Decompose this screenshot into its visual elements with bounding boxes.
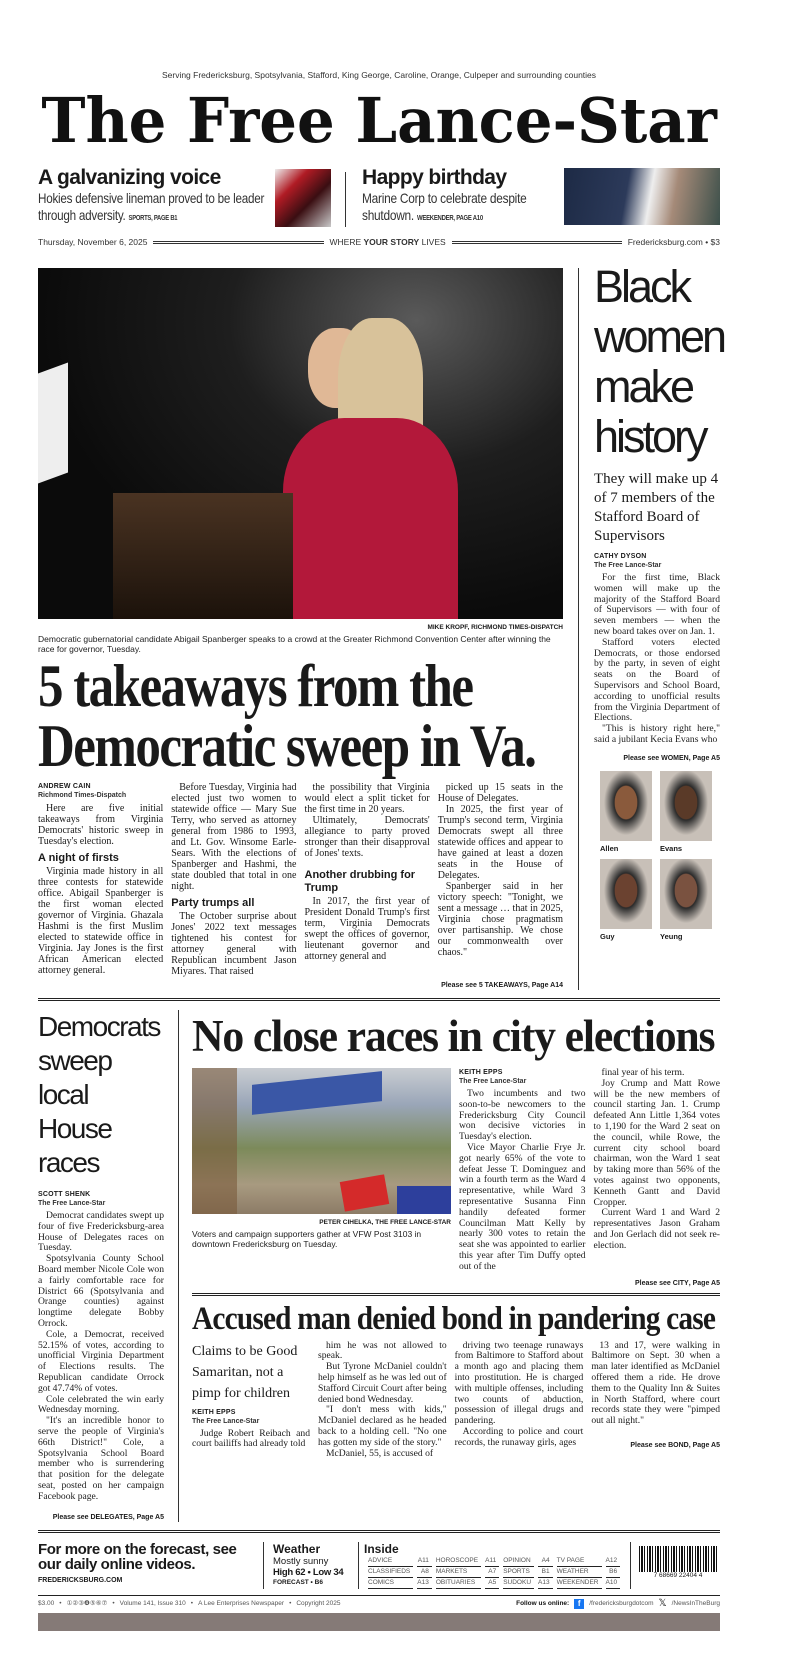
photo-sign xyxy=(340,1174,390,1211)
byline-org: The Free Lance-Star xyxy=(192,1417,260,1425)
delegates-headline[interactable]: Democrats sweep local House races xyxy=(38,1011,160,1178)
photo-caption: Voters and campaign supporters gather at VFW Post 3103 in downtown Fredericksburg on Tuesday. xyxy=(192,1229,422,1249)
teaser-weekender[interactable] xyxy=(362,166,557,227)
footer-bar: $3.00 • ①②③❹⑤⑥⑦ • Volume 141, Issue 310 • A Lee Enterprises Newspaper • Copyright 2025 Follow us online: f /fredericksburgdotcom 𝕏 /NewsInTheBurg xyxy=(38,1597,720,1609)
city-row xyxy=(192,1068,720,1273)
subhead: Another drubbing for Trump xyxy=(304,869,416,894)
paragraph: Cole, a Democrat, received 52.15% of votes, according to unofficial Virginia Department of Elections results. The Republican candidate Orrock got 47.74% of votes. xyxy=(38,1328,164,1394)
portrait-allen xyxy=(600,771,652,853)
byline-org: The Free Lance-Star xyxy=(594,562,662,569)
byline: KEITH EPPS xyxy=(192,1408,236,1416)
paragraph: picked up 15 seats in the House of Delegates. xyxy=(437,782,563,804)
article-col xyxy=(38,803,163,847)
masthead-wrap xyxy=(38,84,720,160)
city-headline-wrap xyxy=(192,1010,720,1064)
paragraph: Judge Robert Reibach and court bailiffs had already told xyxy=(192,1427,310,1450)
footer-band xyxy=(38,1613,720,1631)
bond-deck: Claims to be Good Samaritan, not a pimp for children xyxy=(192,1343,298,1401)
teaser-row xyxy=(38,166,720,227)
byline-org: The Free Lance-Star xyxy=(459,1078,527,1085)
portrait-name: Yeung xyxy=(660,931,683,941)
paragraph: The October surprise about Jones' 2022 text messages tightened his contest for attorney general with Republican incumbent Jason Miyares. That raised xyxy=(171,911,297,977)
rule xyxy=(153,241,323,244)
lead-column xyxy=(38,268,563,990)
byline: KEITH EPPS xyxy=(459,1069,503,1076)
photo-credit: MIKE KROPF, RICHMOND TIMES-DISPATCH xyxy=(427,624,563,631)
lead-headline[interactable]: 5 takeaways from the Democratic sweep in Va. xyxy=(38,653,536,779)
portrait-photo xyxy=(600,771,652,841)
index-page[interactable]: A13 xyxy=(417,1578,432,1589)
portrait-photo xyxy=(660,859,712,929)
weather-temps: High 62 • Low 34 xyxy=(273,1566,344,1578)
football-helmet-photo xyxy=(275,169,331,227)
byline-org: Richmond Times-Dispatch xyxy=(38,792,127,799)
portrait-guy xyxy=(600,859,652,941)
jump-link-takeaways[interactable]: Please see 5 TAKEAWAYS, Page A14 xyxy=(441,982,563,989)
teaser-headline: Happy birthday xyxy=(362,166,507,189)
index-section[interactable]: COMICS xyxy=(368,1578,413,1589)
women-deck: They will make up 4 of 7 members of the Stafford Board of Supervisors xyxy=(594,471,719,544)
paragraph: Ultimately, Democrats' allegiance to party proved stronger than their disapproval of Jones' texts. xyxy=(304,815,430,859)
article-col xyxy=(305,896,430,962)
paragraph: 13 and 17, were walking in Baltimore on Sept. 30 when a man later identified as McDaniel offered them a ride. He drove them to the Quality Inn & Suites in North Stafford, where court records state they were "pimped out all night." xyxy=(591,1339,720,1427)
column-rule xyxy=(358,1542,359,1589)
cover-price: $3.00 xyxy=(38,1600,55,1608)
index-section[interactable]: TV PAGE xyxy=(557,1556,602,1567)
article-col xyxy=(38,866,163,976)
teaser-ref: SPORTS, PAGE B1 xyxy=(128,215,178,222)
paragraph: For the first time, Black women will make up the majority of the Stafford Board of Supervisors — with four of seven members — when the new board takes over on Jan. 1. xyxy=(594,572,720,637)
city-bond-column xyxy=(192,1010,720,1522)
byline-org: The Free Lance-Star xyxy=(38,1200,106,1207)
masthead-tagline: Serving Fredericksburg, Spotsylvania, Stafford, King George, Caroline, Orange, Culpeper and surrounding counties xyxy=(161,70,597,80)
article-col xyxy=(594,573,720,746)
city-headline[interactable]: No close races in city elections xyxy=(192,1011,715,1061)
inside-title: Inside xyxy=(364,1541,399,1556)
paragraph: "I don't mess with kids," McDaniel declared as he headed back to a holding cell. "No one has gotten my side of the story." xyxy=(318,1404,447,1448)
teaser-divider xyxy=(345,172,346,227)
masthead-logo: The Free Lance-Star xyxy=(41,84,717,157)
index-page[interactable]: A5 xyxy=(485,1578,499,1589)
jump-link-bond[interactable]: Please see BOND, Page A5 xyxy=(630,1441,720,1449)
paragraph: Vice Mayor Charlie Frye Jr. got nearly 65% of the vote to defeat Jesse T. Dominguez and win a fourth term as the Ward 4 representative, while Ward 3 representative Susanna Finn handily defeated former Councilman Matt Kelly by nearly 300 votes to retain the seat she was appointed to earlier this year after Tim Duffy opted out of the xyxy=(459,1141,586,1272)
paragraph: Before Tuesday, Virginia had elected just two women to statewide office — Mary Sue Terry, who served as attorney general from 1986 to 1993, and Lt. Gov. Winsome Earle-Sears. With the elections of Spanberger and Hashmi, the state doubled that total in one night. xyxy=(171,782,297,892)
publisher: A Lee Enterprises Newspaper xyxy=(198,1600,285,1608)
photo-jacket xyxy=(283,418,458,619)
slogan-bold: YOUR STORY xyxy=(363,237,420,247)
photo-podium xyxy=(113,493,293,619)
city-article xyxy=(459,1068,720,1273)
jump-link-delegates[interactable]: Please see DELEGATES, Page A5 xyxy=(52,1513,164,1521)
issue-date: Thursday, November 6, 2025 xyxy=(38,237,148,247)
barcode xyxy=(639,1542,717,1589)
women-article xyxy=(594,552,720,746)
photo-credit: PETER CIHELKA, THE FREE LANCE-STAR xyxy=(319,1219,451,1226)
teaser-text: Hokies defensive lineman proved to be leader through adversity. xyxy=(38,190,265,223)
paragraph: Joy Crump and Matt Rowe will be the new members of council starting Jan. 1. Crump defeated Ann Little 1,364 votes to 1,190 for the Ward 2 seat on the council, while Rowe, the current city school board chairman, won the Ward 1 seat by taking more than 56% of the votes against two opponents, Kenneth Gantt and David Cropper. xyxy=(593,1077,720,1208)
column-rule xyxy=(263,1542,264,1589)
index-section[interactable]: ADVICE xyxy=(368,1556,413,1567)
index-section[interactable]: OBITUARIES xyxy=(436,1578,481,1589)
paragraph: Spotsylvania County School Board member Nicole Cole won a fairly comfortable race for District 66 (Spotsylvania and Orange counties) against longtime delegate Bobby Orrock. xyxy=(38,1253,164,1329)
index-section[interactable]: SUDOKU xyxy=(503,1578,534,1589)
inside-index xyxy=(364,1542,621,1589)
article-col xyxy=(594,1068,721,1252)
article-col xyxy=(38,1211,164,1503)
index-page[interactable]: A10 xyxy=(606,1578,621,1589)
paragraph: McDaniel, 55, is accused of xyxy=(326,1447,434,1459)
index-page[interactable]: A11 xyxy=(485,1556,499,1567)
byline: ANDREW CAIN xyxy=(38,783,91,790)
article-col xyxy=(459,1089,586,1273)
photo-caption: Democratic gubernatorial candidate Abigail Spanberger speaks to a crowd at the Greater Richmond Convention Center after winning the race for governor, Tuesday. xyxy=(38,634,551,654)
index-page[interactable]: A7 xyxy=(485,1567,499,1578)
index-page[interactable]: A12 xyxy=(606,1556,621,1567)
column-rule xyxy=(178,1010,179,1522)
volume-issue: Volume 141, Issue 310 xyxy=(119,1600,186,1608)
paragraph: driving two teenage runaways from Baltimore to Stafford about a month ago and placing them into prostitution. He is charged with multiple offenses, including two counts of abduction, possession of illegal drugs and pandering. xyxy=(454,1339,584,1427)
index-page[interactable]: B6 xyxy=(606,1567,621,1578)
weather-title: Weather xyxy=(273,1541,321,1556)
teaser-ref: WEEKENDER, PAGE A10 xyxy=(417,215,483,222)
teaser-sports[interactable] xyxy=(38,166,268,227)
jump-link-women[interactable]: Please see WOMEN, Page A5 xyxy=(623,754,720,762)
weather-ref[interactable]: FORECAST • B6 xyxy=(273,1578,323,1586)
paragraph: In 2025, the first year of Trump's second term, Virginia Democrats swept all three statewide offices and appear to have gained at least a dozen seats in the House of Delegates. xyxy=(437,804,563,881)
paragraph: final year of his term. xyxy=(601,1067,685,1078)
women-headline[interactable]: Black women make history xyxy=(594,261,725,462)
lower-section xyxy=(38,1010,720,1522)
article-col xyxy=(455,1341,584,1449)
section-rule xyxy=(38,1530,720,1534)
spanberger-photo xyxy=(38,268,563,619)
promo-site[interactable]: FREDERICKSBURG.COM xyxy=(38,1576,123,1584)
paragraph: "This is history right here," said a jubilant Kecia Evans who xyxy=(594,723,720,745)
paragraph: him he was not allowed to speak. xyxy=(318,1339,447,1362)
jump-link-city[interactable]: Please see CITY, Page A5 xyxy=(635,1279,720,1287)
index-section[interactable]: HOROSCOPE xyxy=(436,1556,481,1567)
paragraph: In 2017, the first year of President Donald Trump's first term, Virginia Democrats swept the offices of governor, lieutenant governor and attorney general and xyxy=(304,896,430,962)
subhead: A night of firsts xyxy=(38,852,119,864)
barcode-bars xyxy=(639,1546,717,1572)
article-col xyxy=(171,911,296,977)
paragraph: According to police and court records, the runaway girls, ages xyxy=(454,1425,584,1448)
index-section[interactable]: CLASSIFIEDS xyxy=(368,1567,413,1578)
facebook-icon[interactable]: f xyxy=(574,1599,584,1609)
byline: CATHY DYSON xyxy=(594,553,647,560)
photo-tree xyxy=(192,1068,237,1214)
paragraph: the possibility that Virginia would elect a split ticket for the first time in 20 years. xyxy=(304,782,430,815)
index-page[interactable]: A11 xyxy=(417,1556,432,1567)
photo-screen xyxy=(38,363,68,484)
slogan-end: LIVES xyxy=(419,237,446,247)
column-rule xyxy=(630,1542,631,1589)
portrait-evans xyxy=(660,771,712,853)
paragraph: "It's an incredible honor to serve the people of Virginia's 66th District!" Cole, a Spotsylvania School Board member who is surrendering that position for the delegate seat, posted on her campaign Facebook page. xyxy=(38,1415,164,1502)
teaser-text: Marine Corp to celebrate despite shutdown. xyxy=(362,190,527,223)
index-section[interactable]: OPINION xyxy=(503,1556,534,1567)
weather-box xyxy=(273,1542,358,1589)
portrait-photo xyxy=(660,771,712,841)
portrait-name: Evans xyxy=(660,843,683,853)
delegates-article xyxy=(38,1190,164,1503)
article-col xyxy=(305,782,430,859)
slogan: WHERE xyxy=(329,237,364,247)
weather-condition: Mostly sunny xyxy=(273,1555,329,1567)
article-col xyxy=(318,1341,447,1460)
portrait-photo xyxy=(600,859,652,929)
edition-marks: ①②③❹⑤⑥⑦ xyxy=(66,1600,108,1608)
byline: SCOTT SHENK xyxy=(38,1191,91,1198)
index-section[interactable]: MARKETS xyxy=(436,1567,481,1578)
section-rule xyxy=(192,1293,720,1297)
photo-tent xyxy=(252,1071,382,1115)
bond-article xyxy=(192,1341,720,1460)
footer-info xyxy=(38,1542,720,1589)
forecast-promo[interactable] xyxy=(38,1542,253,1589)
paragraph: Cole celebrated the win early Wednesday morning. xyxy=(38,1393,164,1416)
delegates-column xyxy=(38,1010,164,1522)
photo-sign xyxy=(397,1186,451,1214)
article-col xyxy=(171,782,296,892)
portrait-grid xyxy=(600,771,720,941)
teaser-headline: A galvanizing voice xyxy=(38,166,221,189)
paragraph: But Tyrone McDaniel couldn't help himself as he was led out of Stafford Circuit Court after being denied bond Wednesday. xyxy=(318,1361,447,1405)
price: $3 xyxy=(710,237,721,247)
paragraph: Here are five initial takeaways from Virginia Democrats' historic sweep in Tuesday's election. xyxy=(38,803,164,847)
marine-corps-photo xyxy=(564,168,720,225)
index-section[interactable]: SPORTS xyxy=(503,1567,534,1578)
x-icon[interactable]: 𝕏 xyxy=(658,1597,667,1609)
follow-label: Follow us online: xyxy=(516,1600,570,1608)
date-bar: Thursday, November 6, 2025 WHERE YOUR STORY LIVES Fredericksburg.com • $3 xyxy=(38,237,721,247)
women-column xyxy=(594,261,725,990)
index-page[interactable]: A4 xyxy=(538,1556,553,1567)
article-col xyxy=(591,1341,720,1427)
paragraph: Democrat candidates swept up four of five Fredericksburg-area House of Delegates races on Tuesday. xyxy=(38,1210,164,1254)
subhead: Party trumps all xyxy=(171,897,255,909)
paragraph: Stafford voters elected Democrats, or those endorsed by the party, in seven of eight seats on the Board of Supervisors and School Board, according to unofficial results from the Virginia Department of Elections. xyxy=(594,636,720,724)
index-page[interactable]: A8 xyxy=(417,1567,432,1578)
lead-article xyxy=(38,782,563,977)
portrait-name: Guy xyxy=(600,931,615,941)
facebook-link[interactable]: /fredericksburgdotcom xyxy=(589,1600,654,1608)
site-link[interactable]: Fredericksburg.com xyxy=(627,237,703,247)
rule xyxy=(452,241,622,244)
x-link[interactable]: /NewsInTheBurg xyxy=(671,1600,720,1608)
footer-rule xyxy=(38,1595,720,1596)
lead-section xyxy=(38,261,725,990)
copyright: Copyright 2025 xyxy=(296,1600,341,1608)
bond-headline[interactable]: Accused man denied bond in pandering case xyxy=(192,1300,716,1337)
portrait-yeung xyxy=(660,859,712,941)
section-rule xyxy=(38,998,720,1002)
index-page[interactable]: B1 xyxy=(538,1567,553,1578)
portrait-name: Allen xyxy=(600,843,619,853)
bond-headline-wrap xyxy=(192,1299,720,1339)
polling-place-photo xyxy=(192,1068,451,1214)
index-page[interactable]: A13 xyxy=(538,1578,553,1589)
article-col xyxy=(438,782,563,958)
paragraph: Virginia made history in all three contests for statewide office. Abigail Spanberger is the first woman elected governor of Virginia. Ghazala Hashmi is the first Muslim elected to statewide office in Virginia. Jay Jones is the first African American elected attorney general. xyxy=(38,866,164,976)
paragraph: Two incumbents and two soon-to-be newcomers to the Fredericksburg City Council won decisive victories in Tuesday's election. xyxy=(459,1088,586,1143)
column-rule xyxy=(578,268,579,990)
paragraph: Spanberger said in her victory speech: "Tonight, we sent a message … that in 2025, Virginia chose pragmatism over partisanship. We chose our commonwealth over chaos." xyxy=(437,881,563,958)
promo-text: For more on the forecast, see our daily online videos. xyxy=(38,1540,237,1573)
index-section[interactable]: WEATHER xyxy=(557,1567,602,1578)
article-col xyxy=(192,1429,310,1451)
index-section[interactable]: WEEKENDER xyxy=(557,1578,602,1589)
paragraph: Current Ward 1 and Ward 2 representatives Jason Graham and Jon Gerlach did not seek re-election. xyxy=(593,1207,720,1251)
barcode-number: 7 68669 22404 4 xyxy=(653,1571,703,1579)
